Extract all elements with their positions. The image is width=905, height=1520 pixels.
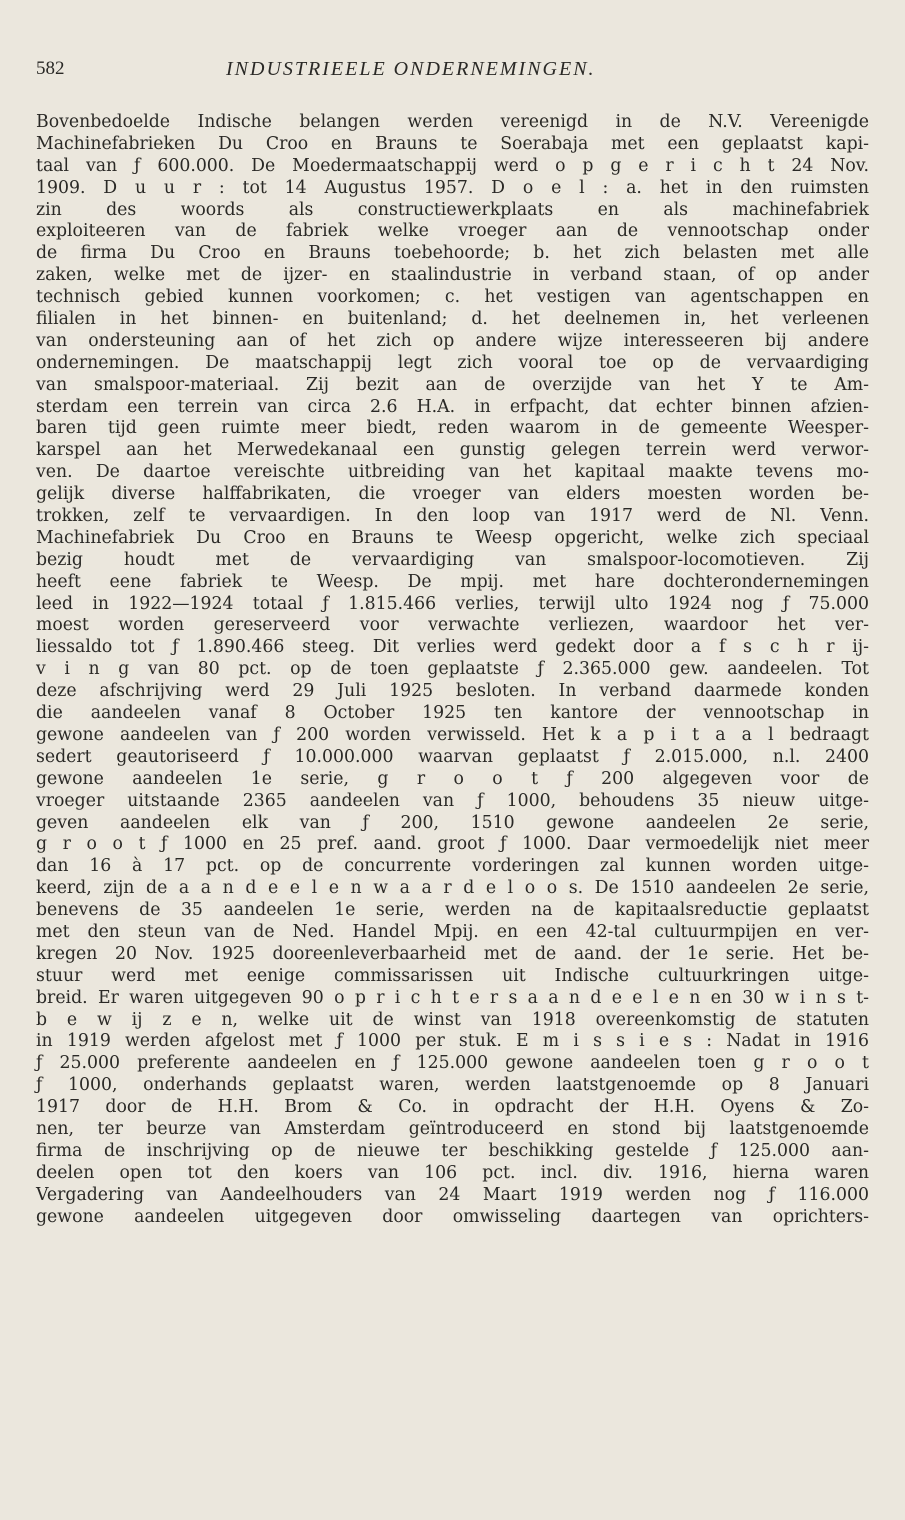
text-line: zaken, welke met de ijzer- en staalindustrie in verband staan, of op ander [36,265,869,286]
text-line: ondernemingen. De maatschappij legt zich vooral toe op de vervaardiging [36,352,869,373]
text-line: gewone aandeelen uitgegeven door omwisseling daartegen van oprichters- [36,1206,869,1227]
text-line: keerd, zijn de a a n d e e l e n w a a r d e l o o s. De 1510 aandeelen 2e serie, [36,878,869,899]
text-line: firma de inschrijving op de nieuwe ter beschikking gestelde ƒ 125.000 aan- [36,1140,869,1161]
text-line: technisch gebied kunnen voorkomen; c. het vestigen van agentschappen en [36,287,869,308]
text-line: Machinefabriek Du Croo en Brauns te Weesp opgericht, welke zich speciaal [36,527,869,548]
page-number: 582 [36,58,65,79]
text-line: die aandeelen vanaf 8 October 1925 ten kantore der vennootschap in [36,703,869,724]
text-line: v i n g van 80 pct. op de toen geplaatste ƒ 2.365.000 gew. aandeelen. Tot [36,659,869,680]
text-line: ƒ 1000, onderhands geplaatst waren, werden laatstgenoemde op 8 Januari [36,1075,869,1096]
text-line: taal van ƒ 600.000. De Moedermaatschappij werd o p g e r i c h t 24 Nov. [36,155,869,176]
text-line: zin des woords als constructiewerkplaats en als machinefabriek [36,199,869,220]
text-line: liessaldo tot ƒ 1.890.466 steeg. Dit verlies werd gedekt door a f s c h r ij- [36,637,869,658]
text-line: Bovenbedoelde Indische belangen werden vereenigd in de N.V. Vereenigde [36,112,869,132]
text-line: nen, ter beurze van Amsterdam geïntroduceerd en stond bij laatstgenoemde [36,1118,869,1139]
text-line: g r o o t ƒ 1000 en 25 pref. aand. groot ƒ 1000. Daar vermoedelijk niet meer [36,834,869,855]
text-line: deelen open tot den koers van 106 pct. incl. div. 1916, hierna waren [36,1162,869,1183]
text-line: vroeger uitstaande 2365 aandeelen van ƒ 1000, behoudens 35 nieuw uitge- [36,790,869,811]
body-text [36,112,869,1228]
text-line: bezig houdt met de vervaardiging van smalspoor-locomotieven. Zij [36,549,869,570]
text-line: gewone aandeelen van ƒ 200 worden verwisseld. Het k a p i t a a l bedraagt [36,724,869,745]
text-line: met den steun van de Ned. Handel Mpij. en een 42-tal cultuurmpijen en ver- [36,921,869,942]
text-line: stuur werd met eenige commissarissen uit Indische cultuurkringen uitge- [36,965,869,986]
text-line: 1917 door de H.H. Brom & Co. in opdracht der H.H. Oyens & Zo- [36,1097,869,1118]
text-line: in 1919 werden afgelost met ƒ 1000 per stuk. E m i s s i e s : Nadat in 1916 [36,1031,869,1052]
text-line: benevens de 35 aandeelen 1e serie, werden na de kapitaalsreductie geplaatst [36,900,869,921]
text-line: dan 16 à 17 pct. op de concurrente vorderingen zal kunnen worden uitge- [36,856,869,877]
text-line: gelijk diverse halffabrikaten, die vroeger van elders moesten worden be- [36,484,869,505]
text-line: van ondersteuning aan of het zich op andere wijze interesseeren bij andere [36,330,869,351]
text-line: baren tijd geen ruimte meer biedt, reden waarom in de gemeente Weesper- [36,418,869,439]
running-head: INDUSTRIEELE ONDERNEMINGEN. [226,58,596,80]
text-line: deze afschrijving werd 29 Juli 1925 besloten. In verband daarmede konden [36,681,869,702]
text-line: geven aandeelen elk van ƒ 200, 1510 gewone aandeelen 2e serie, [36,812,869,833]
text-line: b e w ij z e n, welke uit de winst van 1918 overeenkomstig de statuten [36,1009,869,1030]
text-line: ven. De daartoe vereischte uitbreiding van het kapitaal maakte tevens mo- [36,462,869,483]
text-line: ƒ 25.000 preferente aandeelen en ƒ 125.000 gewone aandeelen toen g r o o t [36,1053,869,1074]
text-line: heeft eene fabriek te Weesp. De mpij. met hare dochterondernemingen [36,571,869,592]
text-line: Vergadering van Aandeelhouders van 24 Maart 1919 werden nog ƒ 116.000 [36,1184,869,1205]
text-line: de firma Du Croo en Brauns toebehoorde; b. het zich belasten met alle [36,243,869,264]
text-line: kregen 20 Nov. 1925 dooreenleverbaarheid met de aand. der 1e serie. Het be- [36,943,869,964]
text-line: sterdam een terrein van circa 2.6 H.A. in erfpacht, dat echter binnen afzien- [36,396,869,417]
text-line: Machinefabrieken Du Croo en Brauns te Soerabaja met een geplaatst kapi- [36,133,869,154]
text-line: gewone aandeelen 1e serie, g r o o t ƒ 200 algegeven voor de [36,768,869,789]
text-line: karspel aan het Merwedekanaal een gunstig gelegen terrein werd verwor- [36,440,869,461]
text-line: 1909. D u u r : tot 14 Augustus 1957. D o e l : a. het in den ruimsten [36,177,869,198]
text-line: trokken, zelf te vervaardigen. In den loop van 1917 werd de Nl. Venn. [36,506,869,527]
text-line: filialen in het binnen- en buitenland; d. het deelnemen in, het verleenen [36,309,869,330]
text-line: exploiteeren van de fabriek welke vroeger aan de vennootschap onder [36,221,869,242]
text-line: breid. Er waren uitgegeven 90 o p r i c h t e r s a a n d e e l e n en 30 w i n s t- [36,987,869,1008]
text-line: sedert geautoriseerd ƒ 10.000.000 waarvan geplaatst ƒ 2.015.000, n.l. 2400 [36,746,869,767]
text-line: van smalspoor-materiaal. Zij bezit aan de overzijde van het Y te Am- [36,374,869,395]
page-header [36,58,869,88]
text-line: moest worden gereserveerd voor verwachte verliezen, waardoor het ver- [36,615,869,636]
text-line: leed in 1922—1924 totaal ƒ 1.815.466 verlies, terwijl ulto 1924 nog ƒ 75.000 [36,593,869,614]
